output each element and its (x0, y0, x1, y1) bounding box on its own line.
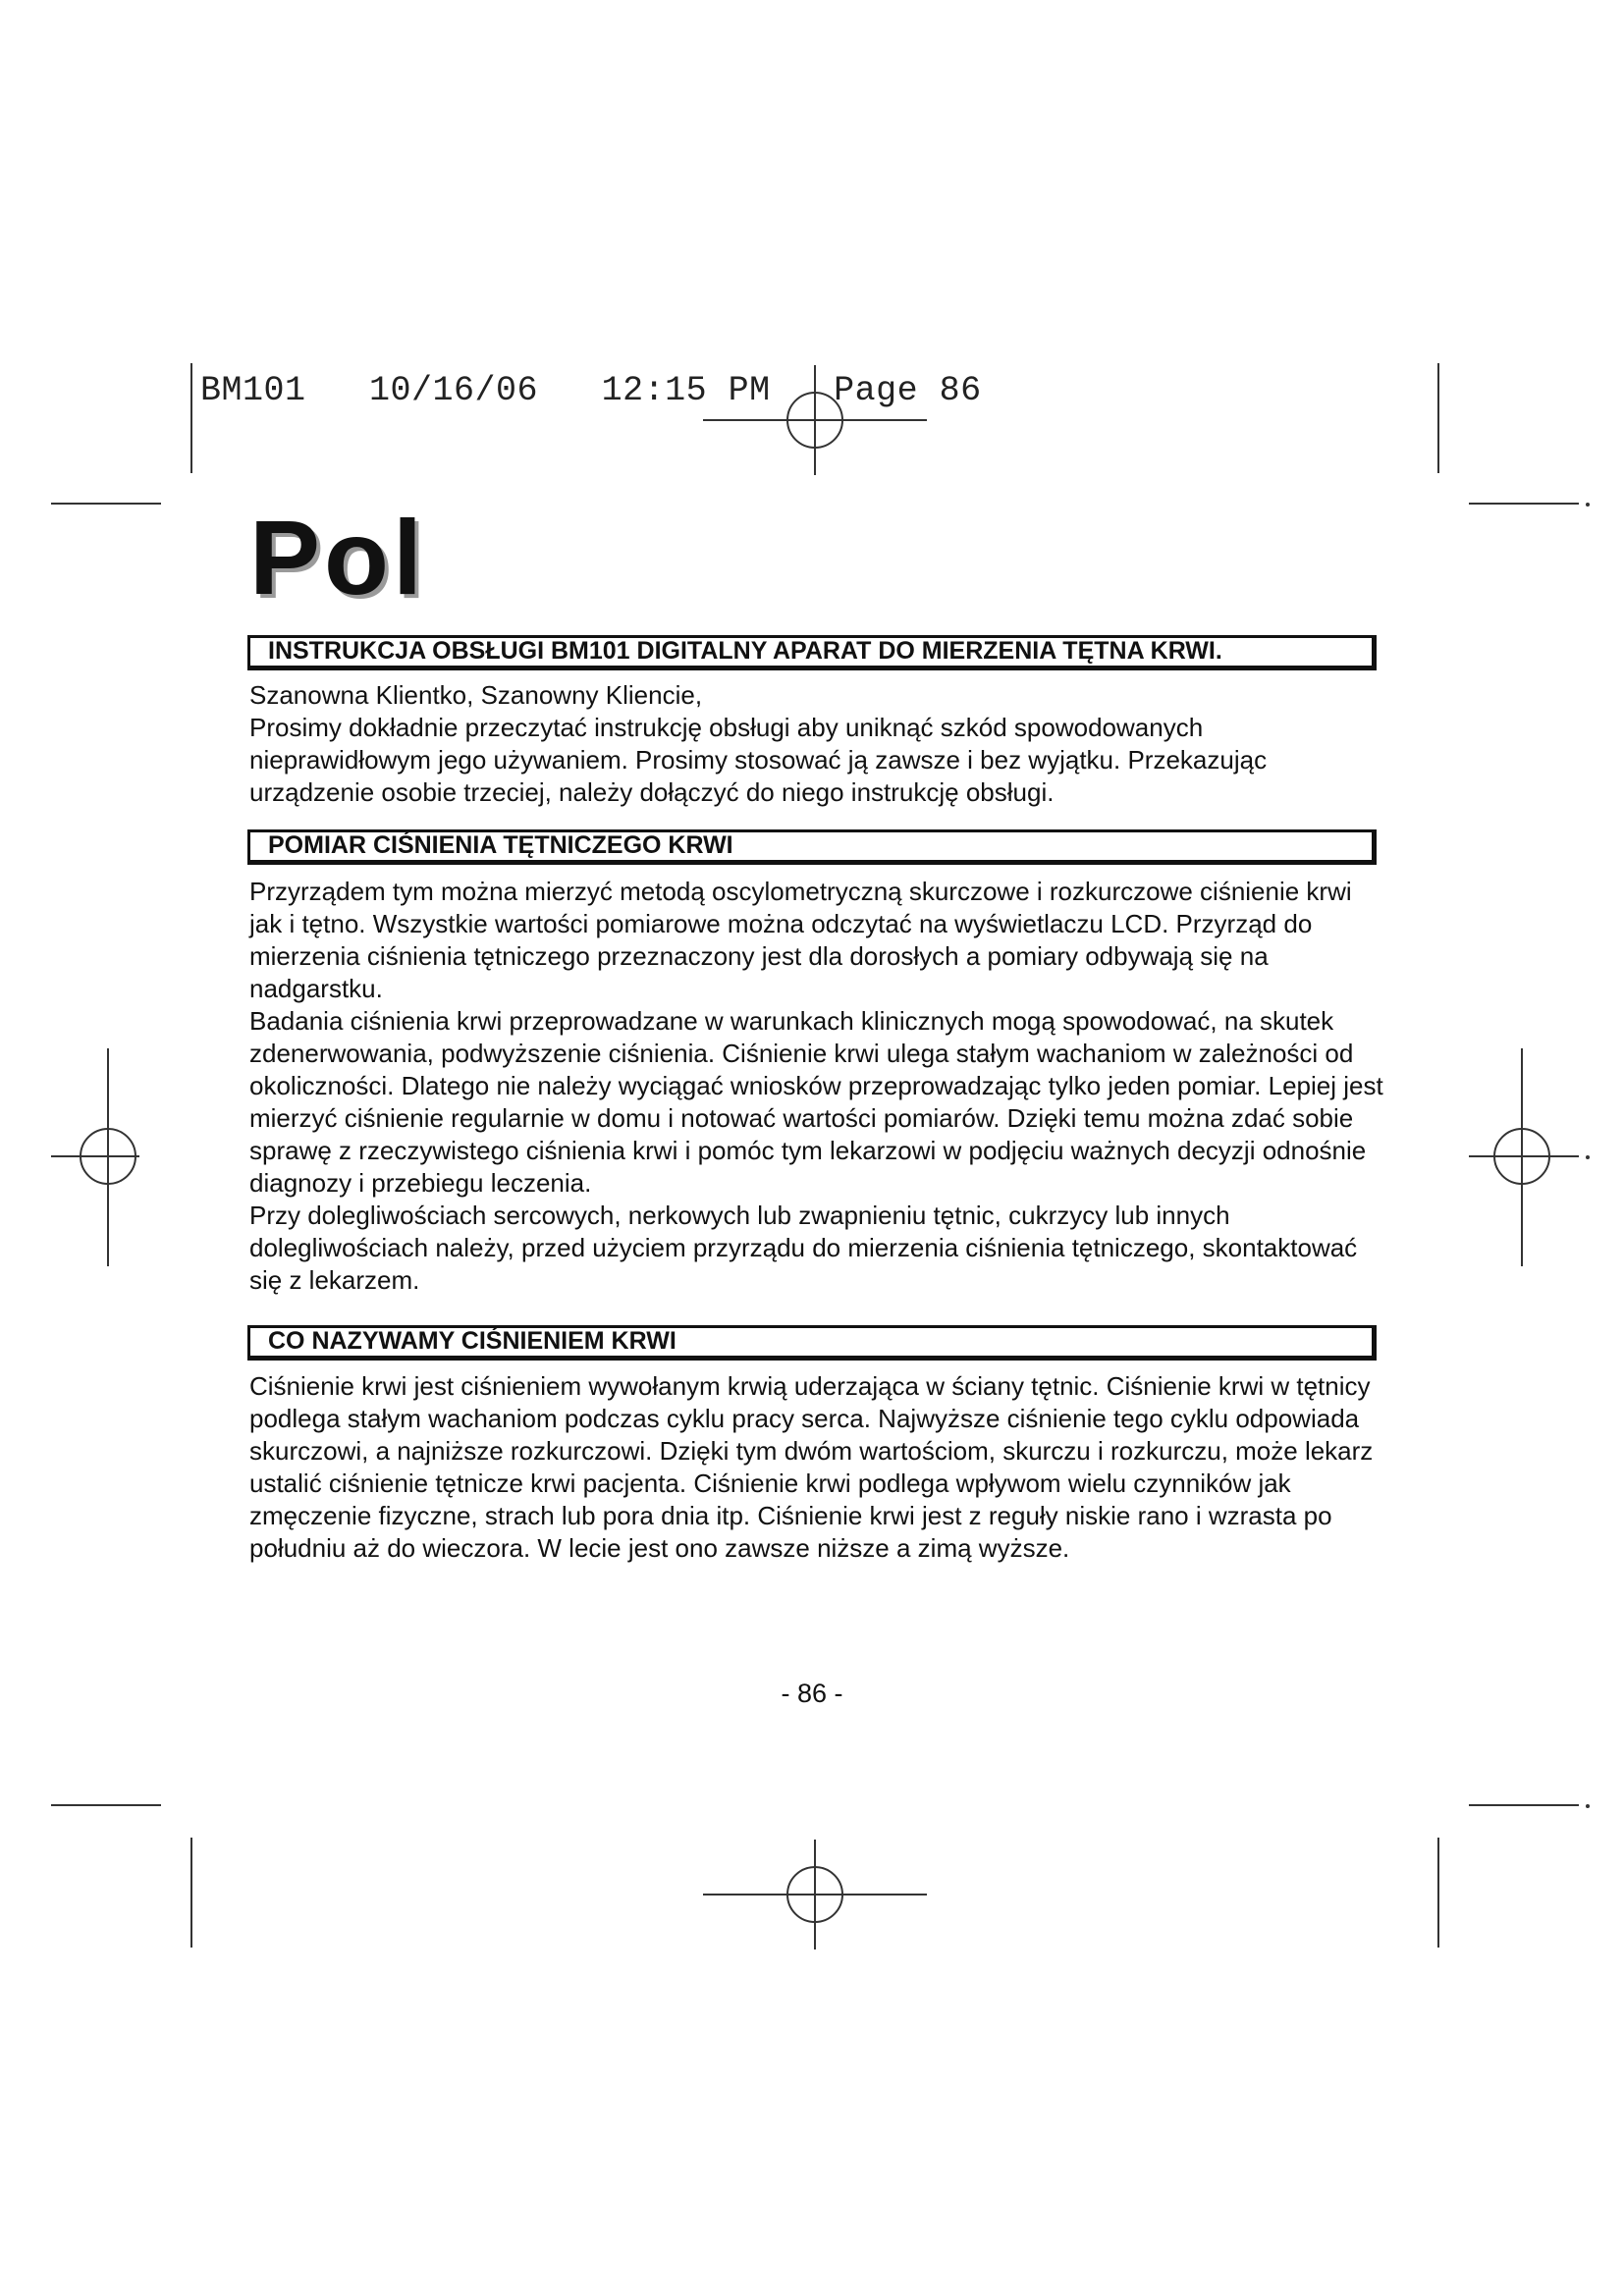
print-slug: BM101 10/16/06 12:15 PM Page 86 (200, 371, 982, 410)
section-body-definition (249, 1370, 1388, 1565)
section-title: CO NAZYWAMY CIŚNIENIEM KRWI (268, 1327, 677, 1355)
section-title: POMIAR CIŚNIENIA TĘTNICZEGO KRWI (268, 831, 733, 859)
section-header-instructions (247, 635, 1377, 670)
paragraph: Badania ciśnienia krwi przeprowadzane w warunkach klinicznych mogą spowodować, na skutek zdenerwowania, podwyższenie ciśnienia. Ciśnienie krwi ulega stałym wachaniom w zależności od okoliczności. Dlatego nie należy wyciągać wniosków przeprowadzając tylko jeden pomiar. Lepiej jest mierzyć ciśnienie regularnie w domu i notować wartości pomiarów. Dzięki temu można zdać sobie sprawę z rzeczywistego ciśnienia krwi i pomóc tym lekarzowi w podjęciu ważnych decyzji odnośnie diagnozy i przebiegu leczenia. (249, 1006, 1383, 1198)
paragraph: Szanowna Klientko, Szanowny Kliencie, (249, 680, 703, 710)
section-header-measurement (247, 829, 1377, 865)
registration-mark (51, 1048, 139, 1266)
paragraph: Prosimy dokładnie przeczytać instrukcję obsługi aby uniknąć szkód spowodowanych nieprawidłowym jego używaniem. Prosimy stosować ją zawsze i bez wyjątku. Przekazując urządzenie osobie trzeciej, należy dołączyć do niego instrukcję obsługi. (249, 713, 1268, 807)
page-number: - 86 - (781, 1679, 843, 1708)
paragraph: Przyrządem tym można mierzyć metodą oscylometryczną skurczowe i rozkurczowe ciśnienie krwi jak i tętno. Wszystkie wartości pomiarowe można odczytać na wyświetlaczu LCD. Przyrząd do mierzenia ciśnienia tętniczego przeznaczony jest dla dorosłych a pomiary odbywają się na nadgarstku. (249, 877, 1352, 1003)
section-title: INSTRUKCJA OBSŁUGI BM101 DIGITALNY APARAT DO MIERZENIA TĘTNA KRWI. (268, 637, 1222, 665)
paragraph: Ciśnienie krwi jest ciśnieniem wywołanym krwią uderzająca w ściany tętnic. Ciśnienie krwi w tętnicy podlega stałym wachaniom podczas cyklu pracy serca. Najwyższe ciśnienie tego cyklu odpowiada skurczowi, a najniższe rozkurczowi. Dzięki tym dwóm wartościom, skurczu i rozkurczu, może lekarz ustalić ciśnienie tętnicze krwi pacjenta. Ciśnienie krwi podlega wpływom wielu czynników jak zmęczenie fizyczne, strach lub pora dnia itp. Ciśnienie krwi jest z reguły niskie rano i wzrasta po południu aż do wieczora. W lecie jest ono zawsze niższe a zimą wyższe. (249, 1371, 1374, 1563)
section-body-instructions (249, 679, 1388, 809)
section-body-measurement (249, 876, 1388, 1297)
section-header-definition (247, 1325, 1377, 1361)
registration-mark (703, 1840, 927, 1949)
registration-mark (1469, 1048, 1579, 1266)
language-label: Pol (249, 498, 427, 616)
paragraph: Przy dolegliwościach sercowych, nerkowych lub zwapnieniu tętnic, cukrzycy lub innych dolegliwościach należy, przed użyciem przyrządu do mierzenia ciśnienia tętniczego, skontaktować się z lekarzem. (249, 1201, 1358, 1295)
